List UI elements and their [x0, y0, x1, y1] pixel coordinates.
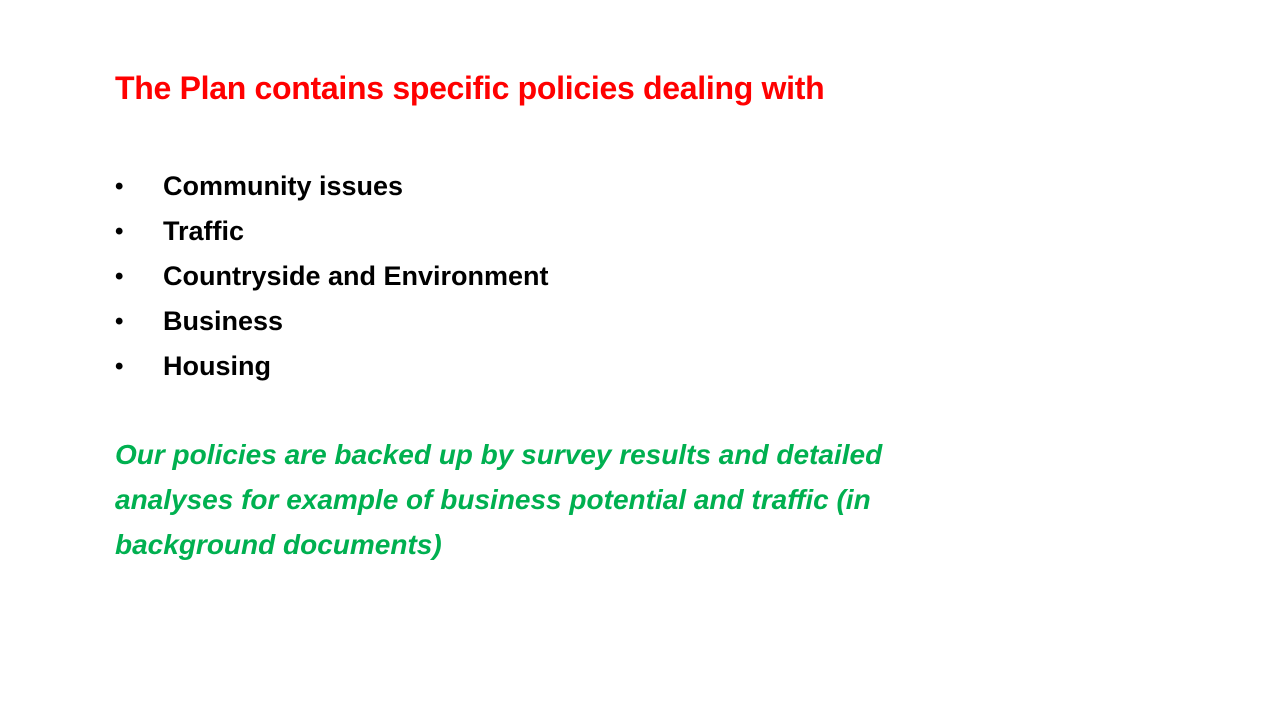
list-item-label: Housing — [163, 351, 271, 381]
list-item-label: Countryside and Environment — [163, 261, 549, 291]
bullet-icon: • — [115, 308, 124, 335]
policy-note — [115, 432, 1045, 567]
bullet-icon: • — [115, 263, 124, 290]
note-line: background documents) — [115, 529, 442, 560]
note-line: analyses for example of business potential and traffic (in — [115, 484, 871, 515]
bullet-icon: • — [115, 173, 124, 200]
bullet-icon: • — [115, 353, 124, 380]
slide-heading: The Plan contains specific policies dealing with — [115, 70, 825, 106]
note-line: Our policies are backed up by survey results and detailed — [115, 439, 883, 470]
list-item-label: Community issues — [163, 171, 404, 201]
list-item-label: Business — [163, 306, 284, 336]
list-item-label: Traffic — [163, 216, 245, 246]
bullet-icon: • — [115, 218, 124, 245]
